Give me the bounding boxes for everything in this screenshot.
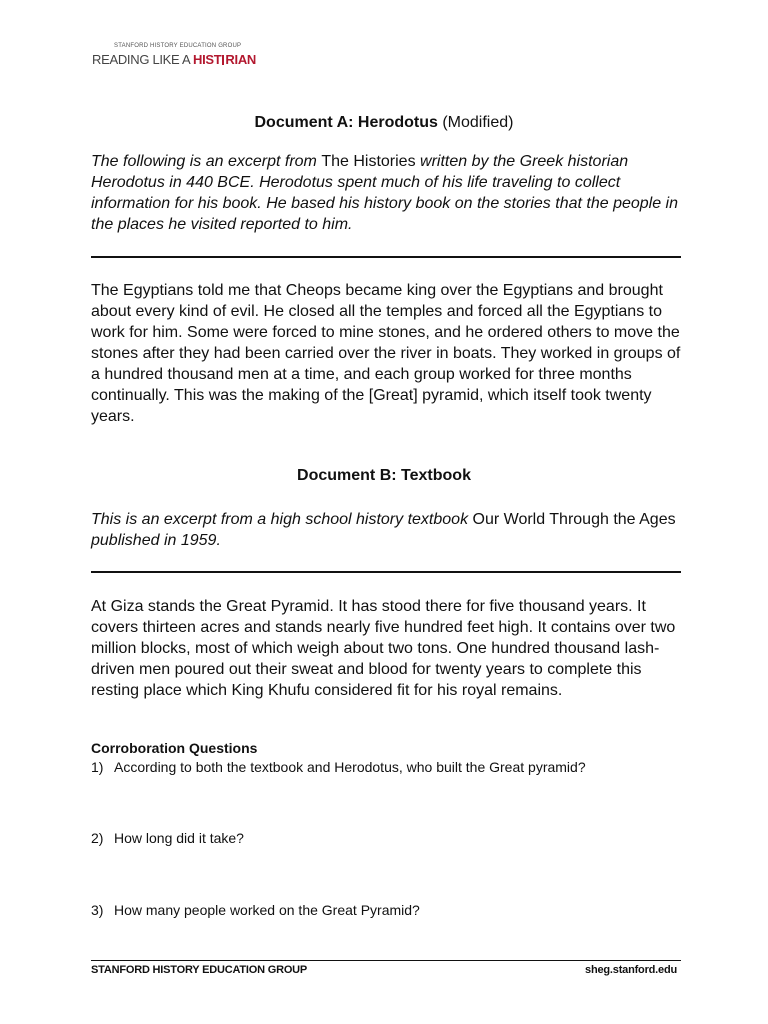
logo-org-text: STANFORD HISTORY EDUCATION GROUP [114,43,242,49]
reading-like-a-historian-logo [92,43,256,71]
logo-title-part3: RIAN [225,52,256,67]
document-b-intro [91,509,681,551]
document-a-title-note: (Modified) [437,114,514,131]
document-a-title [0,114,768,132]
question-item [91,759,586,775]
document-b-body: At Giza stands the Great Pyramid. It has stood there for five thousand years. It covers thirteen acres and stands nearly five hundred feet high. It contains over two million blocks, most of which weigh about two tons. One hundred thousand lash-driven men poured out their sweat and blood for twenty years to complete this resting place which King Khufu considered fit for his royal remains. [91,598,676,699]
question-text: How many people worked on the Great Pyramid? [114,902,420,918]
footer-org: STANFORD HISTORY EDUCATION GROUP [91,964,308,976]
document-a-title-bold: Document A: Herodotus [254,114,438,131]
question-number: 3) [91,902,104,918]
document-a-book-title: The Histories [321,153,416,170]
question-number: 2) [91,830,104,846]
footer-divider [91,960,681,961]
question-number: 1) [91,759,104,775]
document-a-divider [91,256,681,258]
footer-url[interactable]: sheg.stanford.edu [585,964,677,976]
logo-title [92,52,256,67]
document-b-title [0,467,768,485]
document-a-intro [91,151,681,235]
document-b-intro-part1: This is an excerpt from a high school history textbook [91,511,473,528]
question-item [91,902,420,918]
document-b-divider [91,571,681,573]
corroboration-questions-heading: Corroboration Questions [91,740,258,756]
document-b-book-title: Our World Through the Ages [472,511,676,528]
document-a-intro-part1: The following is an excerpt from [91,153,322,170]
document-b-title-bold: Document B: Textbook [297,467,471,484]
logo-title-part1: READING LIKE A [92,52,193,67]
logo-title-part2: HIST [193,52,222,67]
question-text: According to both the textbook and Herodotus, who built the Great pyramid? [114,759,586,775]
question-text: How long did it take? [114,830,244,846]
question-item [91,830,244,846]
document-b-intro-part2: published in 1959. [91,532,221,549]
document-a-intro-part2: written by the Greek historian Herodotus in 440 BCE. Herodotus spent much of his life traveling to collect information for his book. He based his history book on the stories that the people in the places he visited reported to him. [91,153,679,233]
document-a-body: The Egyptians told me that Cheops became king over the Egyptians and brought about every kind of evil. He closed all the temples and forced all the Egyptians to work for him. Some were forced to mine stones, and he ordered others to move the stones after they had been carried over the river in boats. They worked in groups of a hundred thousand men at a time, and each group worked for three months continually. This was the making of the [Great] pyramid, which itself took twenty years. [91,282,681,425]
